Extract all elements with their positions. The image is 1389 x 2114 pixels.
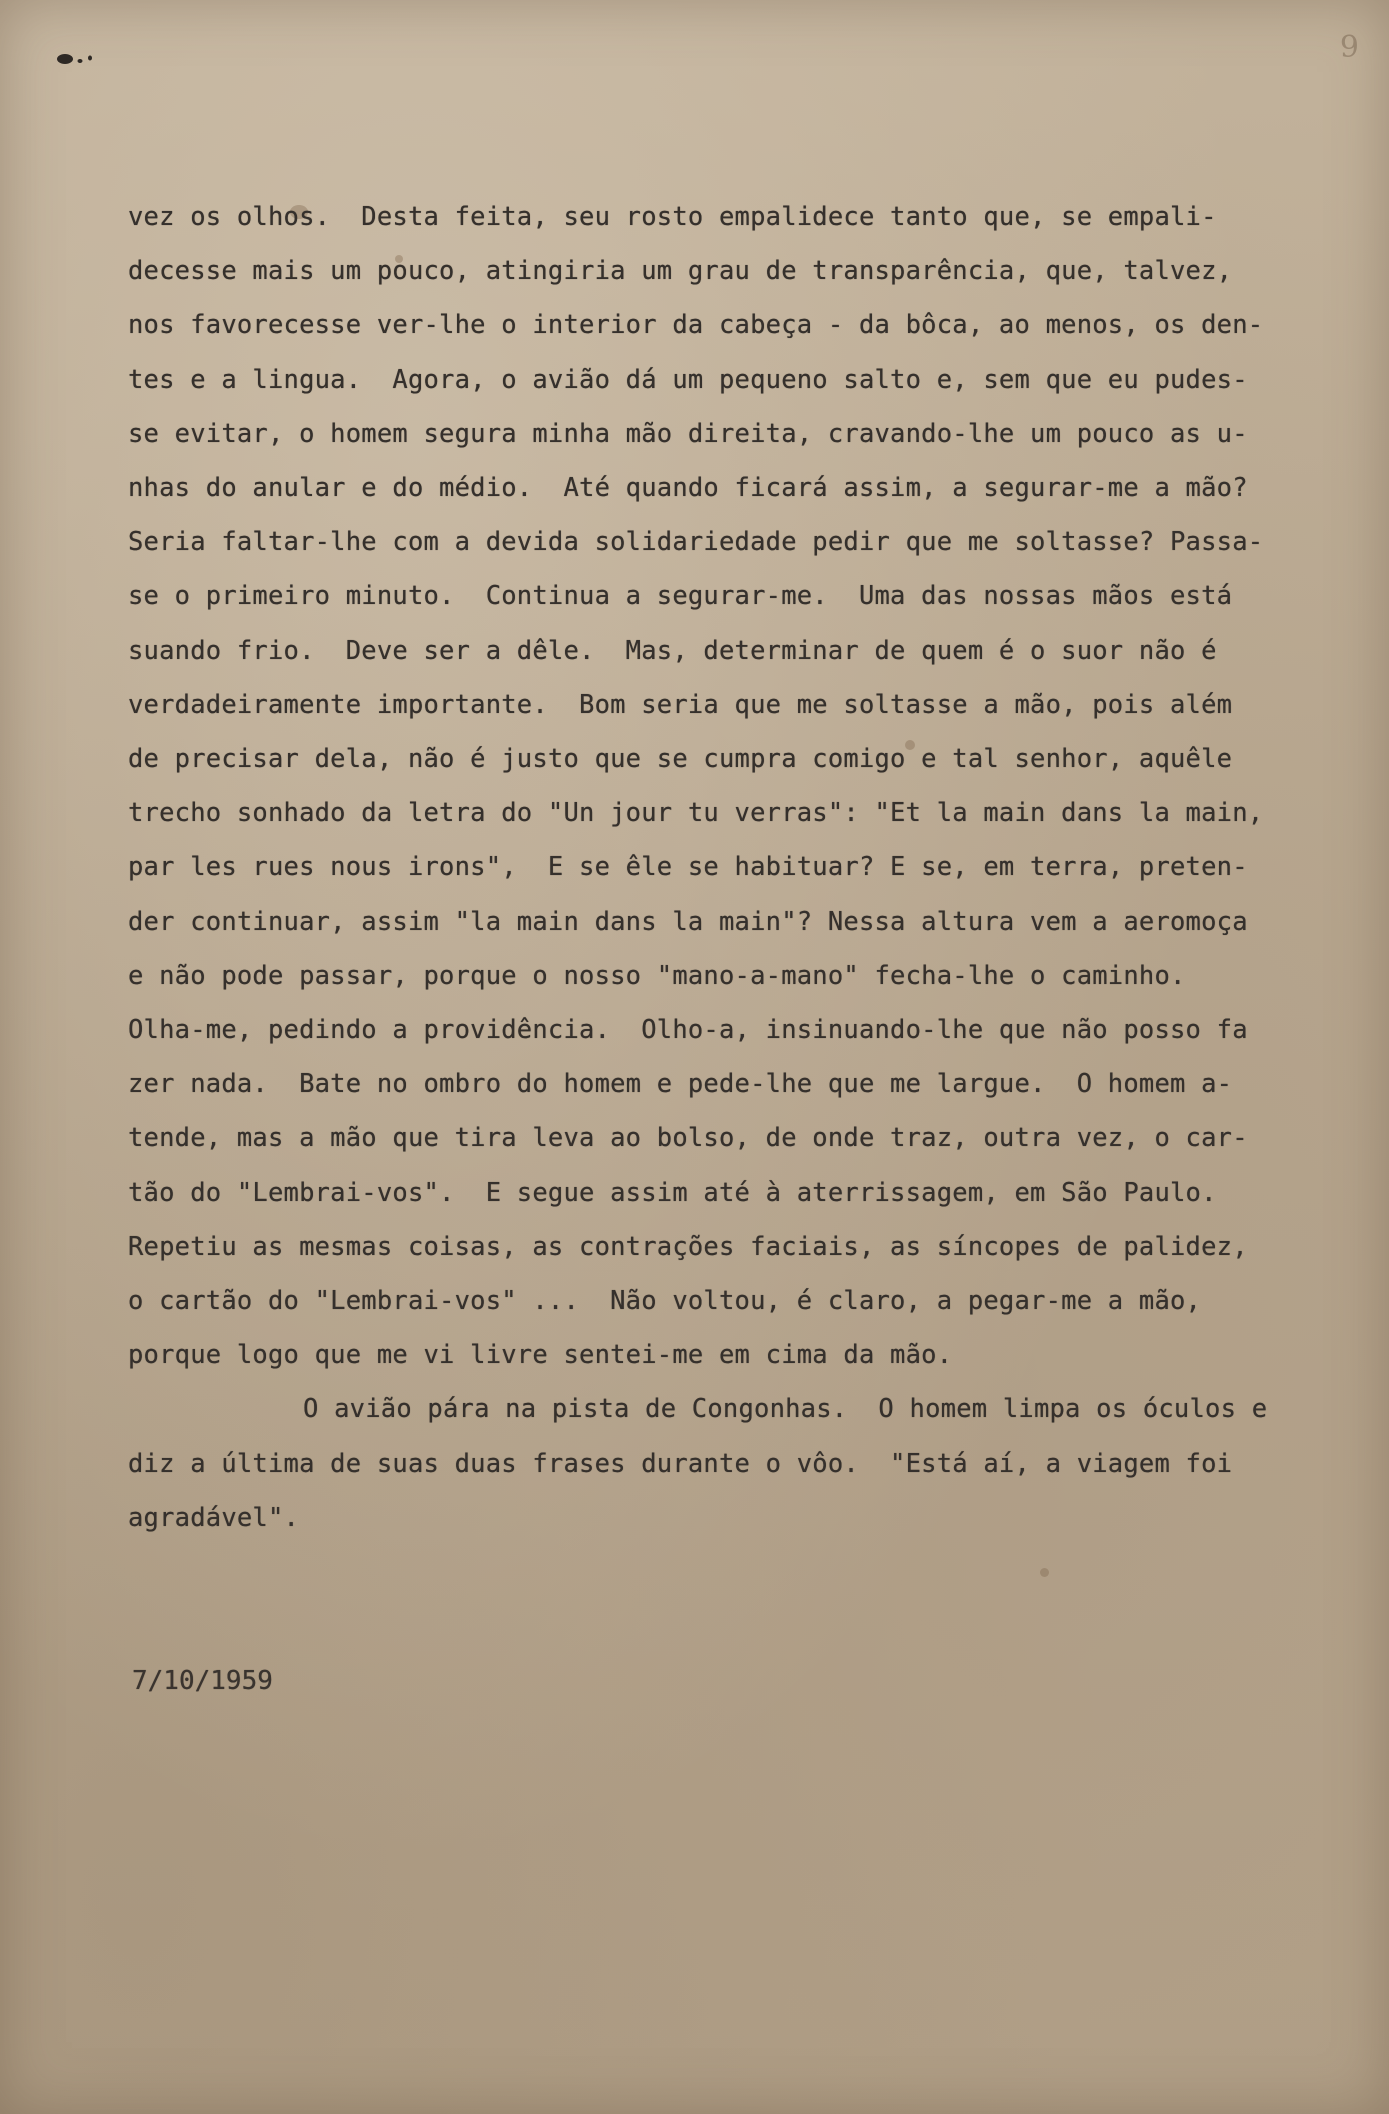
text-line: O avião pára na pista de Congonhas. O homem limpa os óculos e (303, 1394, 1268, 1425)
paragraph (128, 190, 1353, 1382)
text-line: o cartão do "Lembrai-vos" ... Não voltou, é claro, a pegar-me a mão, (128, 1286, 1202, 1317)
text-line: verdadeiramente importante. Bom seria que me soltasse a mão, pois além (128, 689, 1233, 720)
text-line: trecho sonhado da letra do "Un jour tu verras": "Et la main dans la main, (128, 798, 1264, 829)
document-date: 7/10/1959 (132, 1666, 273, 1696)
text-line: suando frio. Deve ser a dêle. Mas, determinar de quem é o suor não é (128, 635, 1217, 666)
text-line: der continuar, assim "la main dans la main"? Nessa altura vem a aeromoça (128, 906, 1248, 937)
text-line: tão do "Lembrai-vos". E segue assim até à aterrissagem, em São Paulo. (128, 1177, 1217, 1208)
text-line: e não pode passar, porque o nosso "mano-a-mano" fecha-lhe o caminho. (128, 960, 1186, 991)
text-line: vez os olhos. Desta feita, seu rosto empalidece tanto que, se empali- (128, 202, 1217, 232)
page-number: 9 (1339, 30, 1359, 65)
text-line: de precisar dela, não é justo que se cumpra comigo e tal senhor, aquêle (128, 744, 1233, 775)
text-line: decesse mais um pouco, atingiria um grau de transparência, que, talvez, (128, 256, 1233, 287)
body-text (128, 190, 1353, 1545)
text-line: nhas do anular e do médio. Até quando ficará assim, a segurar-me a mão? (128, 473, 1248, 504)
text-line: Olha-me, pedindo a providência. Olho-a, insinuando-lhe que não posso fa (128, 1015, 1248, 1046)
text-line: nos favorecesse ver-lhe o interior da cabeça - da bôca, ao menos, os den- (128, 310, 1264, 341)
ink-blot-mark (55, 52, 95, 68)
text-line: par les rues nous irons", E se êle se habituar? E se, em terra, preten- (128, 852, 1248, 883)
text-line: agradável". (128, 1502, 300, 1533)
paragraph (128, 1382, 1353, 1545)
text-line: porque logo que me vi livre sentei-me em cima da mão. (128, 1340, 953, 1371)
text-line: tende, mas a mão que tira leva ao bolso, de onde traz, outra vez, o car- (128, 1123, 1248, 1154)
text-line: se o primeiro minuto. Continua a segurar-me. Uma das nossas mãos está (128, 581, 1233, 612)
text-line: zer nada. Bate no ombro do homem e pede-lhe que me largue. O homem a- (128, 1069, 1233, 1100)
text-line: Seria faltar-lhe com a devida solidariedade pedir que me soltasse? Passa- (128, 527, 1264, 558)
text-line: tes e a lingua. Agora, o avião dá um pequeno salto e, sem que eu pudes- (128, 364, 1248, 395)
ink-smudge (1040, 1568, 1049, 1577)
text-line: diz a última de suas duas frases durante o vôo. "Está aí, a viagem foi (128, 1448, 1233, 1479)
text-line: se evitar, o homem segura minha mão direita, cravando-lhe um pouco as u- (128, 418, 1248, 449)
text-line: Repetiu as mesmas coisas, as contrações faciais, as síncopes de palidez, (128, 1231, 1248, 1262)
